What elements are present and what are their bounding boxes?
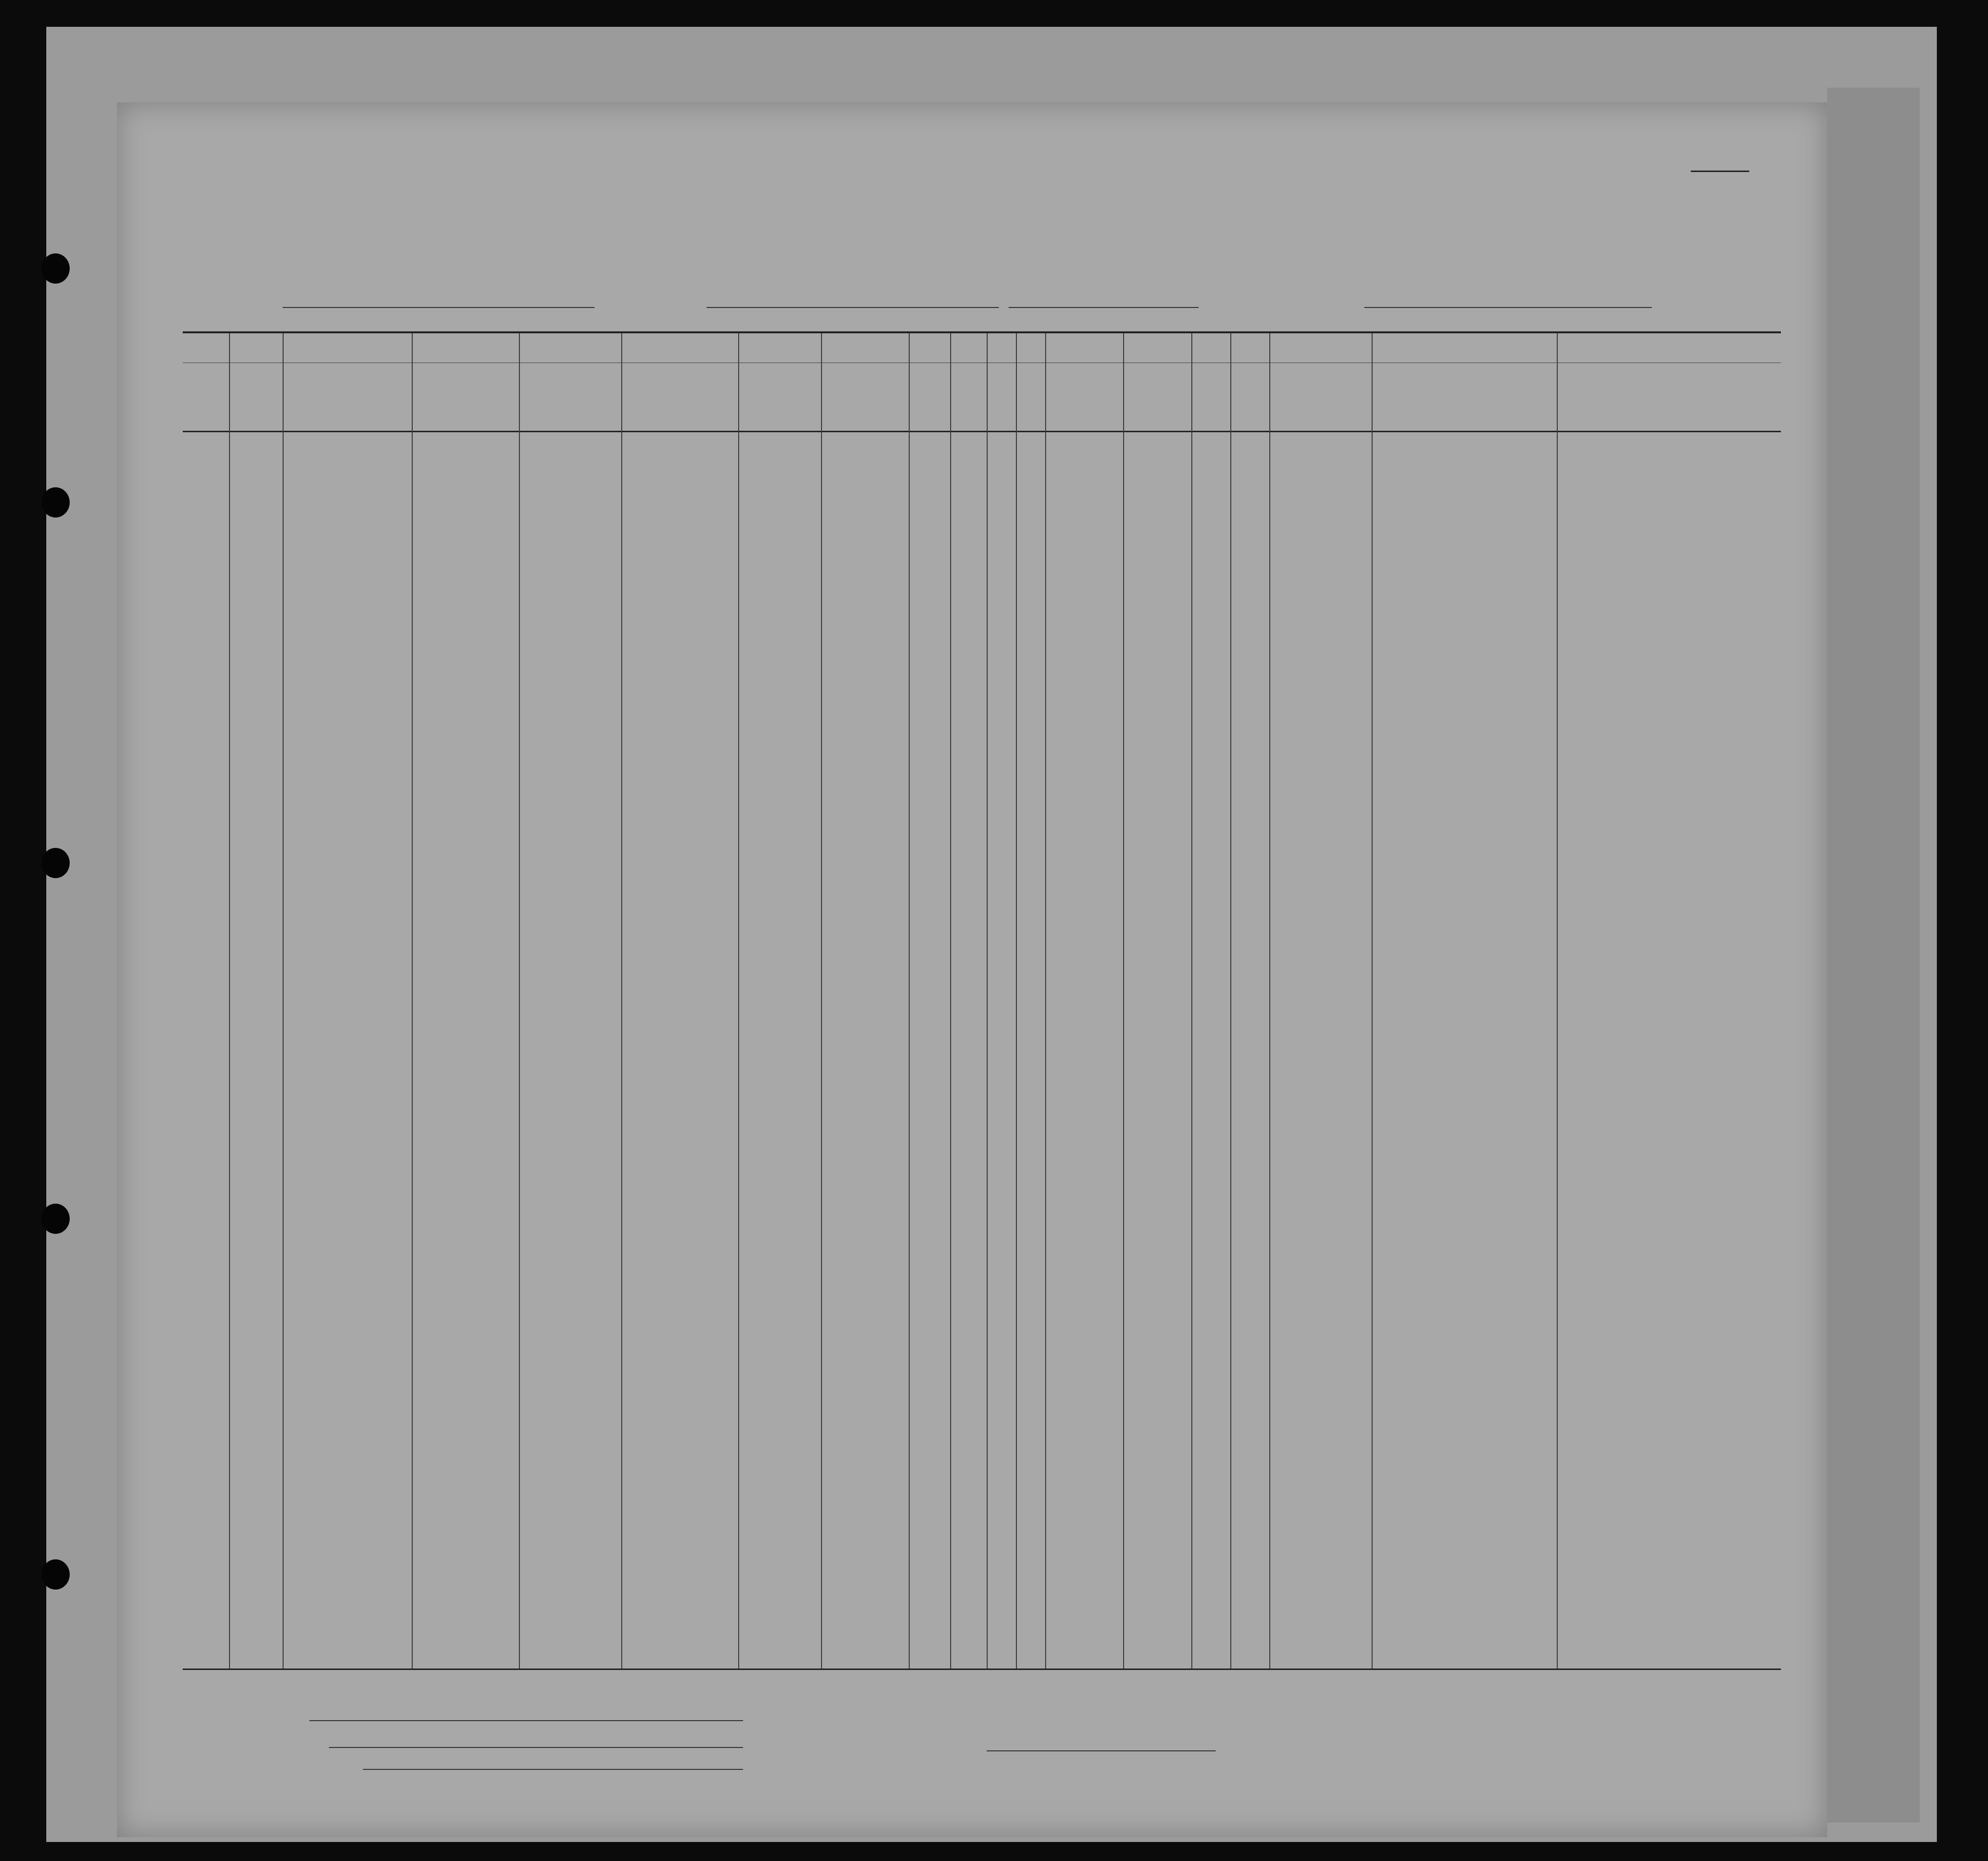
column-divider	[909, 333, 910, 1669]
manifest-footer	[183, 1667, 1781, 1827]
binder-hole	[41, 487, 70, 518]
column-divider	[1045, 333, 1046, 1669]
back-sheet-edge	[1827, 88, 1920, 1823]
column-divider	[738, 333, 739, 1669]
vessel-line	[146, 288, 1803, 322]
column-divider	[950, 333, 951, 1669]
binder-hole	[41, 1204, 70, 1234]
column-divider	[412, 333, 413, 1669]
column-divider	[229, 333, 230, 1669]
column-divider	[987, 333, 988, 1669]
column-divider	[1557, 333, 1558, 1669]
binder-hole	[41, 848, 70, 878]
manifest-page	[117, 102, 1827, 1837]
column-divider	[1191, 333, 1192, 1669]
column-divider	[283, 333, 284, 1669]
column-divider	[1016, 333, 1017, 1669]
column-divider	[1372, 333, 1373, 1669]
column-divider	[1269, 333, 1270, 1669]
binder-hole	[41, 1559, 70, 1590]
sheet-underline	[1691, 171, 1749, 172]
crew-table	[183, 331, 1781, 1670]
column-divider	[1123, 333, 1124, 1669]
column-divider	[519, 333, 520, 1669]
column-divider	[1230, 333, 1231, 1669]
column-divider	[621, 333, 622, 1669]
column-divider	[821, 333, 822, 1669]
binder-hole	[41, 253, 70, 284]
